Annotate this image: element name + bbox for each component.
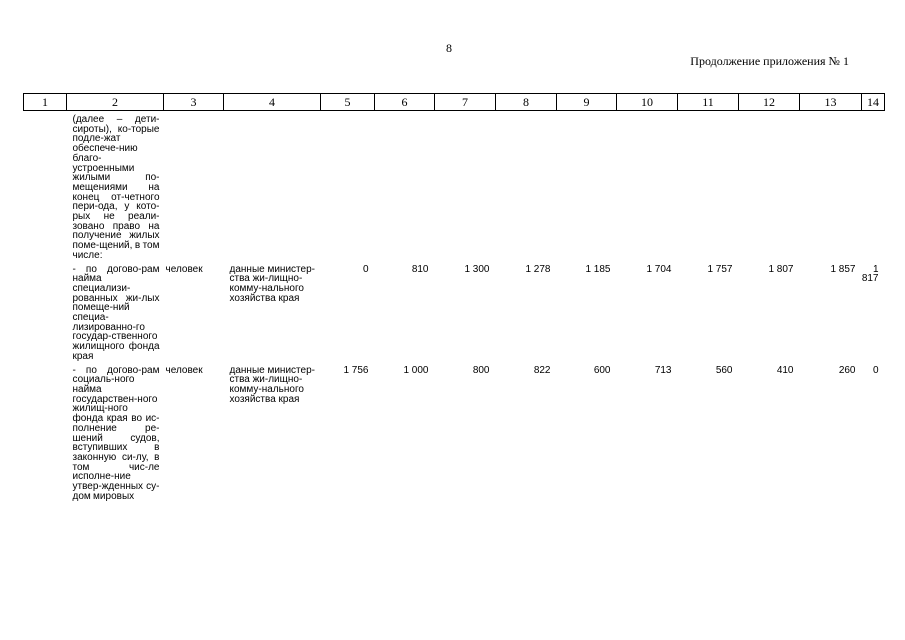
row-number [24, 111, 67, 265]
value-cell: 600 [593, 364, 611, 376]
value-cell [617, 111, 678, 265]
indicator-description: - по догово-рам найма специализи-рованных жи-лых помеще-ний специа-лизированно-го государ-ственного жилищного фонда края [72, 263, 160, 362]
value-cell [800, 111, 862, 265]
value-cell: 1 817 [861, 263, 879, 285]
value-cell [375, 111, 435, 265]
header-row [24, 94, 885, 111]
value-cell [862, 111, 885, 265]
col-header-7: 7 [435, 94, 496, 111]
value-cell [321, 111, 375, 265]
col-header-3: 3 [164, 94, 224, 111]
col-header-13: 13 [800, 94, 862, 111]
value-cell: 810 [411, 263, 429, 275]
value-cell: 560 [715, 364, 733, 376]
value-cell: 410 [776, 364, 794, 376]
value-cell [496, 111, 557, 265]
table-row [24, 111, 885, 265]
continuation-title: Продолжение приложения № 1 [690, 54, 849, 68]
col-header-6: 6 [375, 94, 435, 111]
row-number [24, 366, 67, 502]
value-cell: 1 185 [585, 263, 611, 275]
row-number [24, 265, 67, 366]
col-header-10: 10 [617, 94, 678, 111]
value-cell: 822 [533, 364, 551, 376]
value-cell: 1 300 [464, 263, 490, 275]
col-header-12: 12 [739, 94, 800, 111]
value-cell [678, 111, 739, 265]
table-row [24, 265, 885, 366]
value-cell: 1 278 [525, 263, 551, 275]
col-header-11: 11 [678, 94, 739, 111]
value-cell: 713 [654, 364, 672, 376]
value-cell: 1 857 [830, 263, 856, 275]
value-cell: 0 [362, 263, 369, 275]
value-cell: 1 000 [403, 364, 429, 376]
unit-cell: человек [165, 364, 203, 376]
source-cell: данные министер-ства жи-лищно-комму-нального хозяйства края [229, 263, 315, 304]
col-header-2: 2 [67, 94, 164, 111]
value-cell: 260 [838, 364, 856, 376]
data-table [23, 93, 885, 501]
source-cell [224, 111, 321, 265]
value-cell: 1 756 [343, 364, 369, 376]
col-header-4: 4 [224, 94, 321, 111]
value-cell: 1 757 [707, 263, 733, 275]
value-cell: 0 [872, 364, 879, 376]
value-cell: 1 704 [646, 263, 672, 275]
value-cell [557, 111, 617, 265]
unit-cell [164, 111, 224, 265]
unit-cell: человек [165, 263, 203, 275]
value-cell [435, 111, 496, 265]
indicator-description: (далее – дети-сироты), ко-торые подле-жат обеспече-нию благо-устроенными жилыми по-мещениями на конец от-четного пери-ода, у кото-рых не реали-зовано право на получение жилых поме-щений, в том числе: [72, 114, 160, 261]
source-cell: данные министер-ства жи-лищно-комму-нального хозяйства края [229, 364, 315, 405]
value-cell: 1 807 [768, 263, 794, 275]
col-header-8: 8 [496, 94, 557, 111]
page-number: 8 [446, 41, 452, 55]
col-header-5: 5 [321, 94, 375, 111]
col-header-9: 9 [557, 94, 617, 111]
col-header-1: 1 [24, 94, 67, 111]
table-row [24, 366, 885, 502]
value-cell: 800 [472, 364, 490, 376]
indicator-description: - по догово-рам социаль-ного найма государствен-ного жилищ-ного фонда края во ис-полнение ре-шений судов, вступивших в законную си-лу, в том чис-ле исполне-ние утвер-жденных су-дом мировых [72, 364, 160, 502]
value-cell [739, 111, 800, 265]
col-header-14: 14 [862, 94, 885, 111]
